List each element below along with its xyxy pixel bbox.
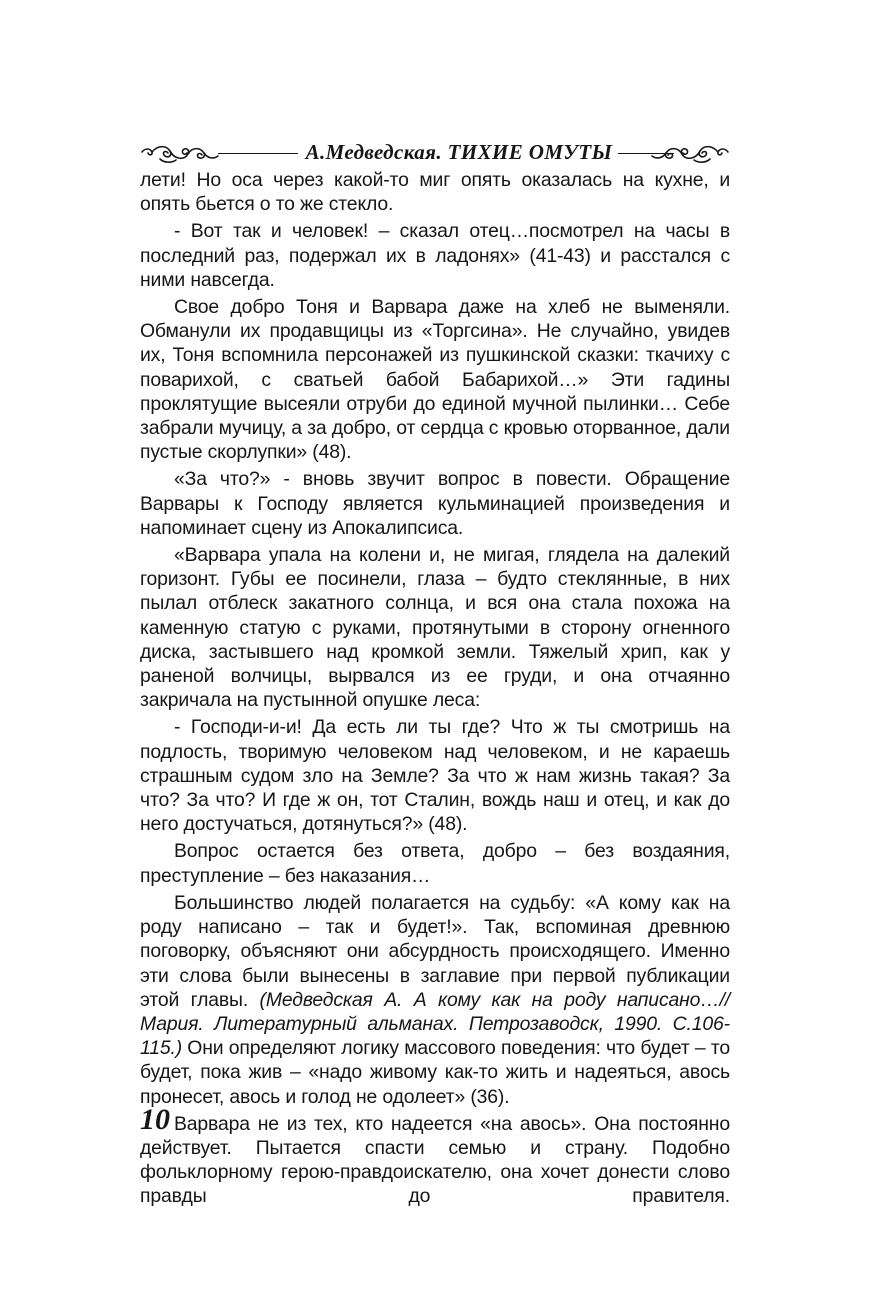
paragraph-4: «За что?» - вновь звучит вопрос в повести. Обращение Варвары к Господу является кульминацией произведения и напоминает сцену из Апокалипсиса. [140,468,730,539]
running-header [140,138,730,168]
paragraph-8 [140,891,730,1109]
page-number: 10 [140,1103,170,1136]
header-rule-left [218,153,298,154]
paragraph-7: Вопрос остается без ответа, добро – без воздаяния, преступление – без наказания… [140,840,730,887]
citation-italic: (Медведская А. А кому как на роду написано…// Мария. Литературный альманах. Петрозаводск, 1990. С.106-115.) [140,988,730,1060]
paragraph-8-continuation: Они определяют логику массового поведения: что будет – то будет, пока жив – «надо живому как-то жить и надеяться, авось пронесет, авось и голод не одолеет» (36). [140,1037,730,1108]
paragraph-2: - Вот так и человек! – сказал отец…посмотрел на часы в последний раз, подержал их в ладонях» (41-43) и расстался с ними навсегда. [140,220,730,291]
paragraph-8-text: Большинство людей полагается на судьбу: «А кому как на роду написано – так и будет!». Так, вспоминая древнюю поговорку, объясняют они абсурдность происходящего. Именно эти слова были вынесены в заглавие при первой публикации этой главы. [140,891,730,1011]
header-title: А.Медведская. ТИХИЕ ОМУТЫ [305,140,613,164]
paragraph-3: Свое добро Тоня и Варвара даже на хлеб не выменяли. Обманули их продавщицы из «Торгсина». Не случайно, увидев их, Тоня вспомнила персонажей из пушкинской сказки: ткачиху с поварихой, с сватьей бабой Бабарихой…» Эти гадины проклятущие высеяли отруби до единой мучной пылинки… Себе забрали мучицу, а за добро, от сердца с кровью оторванное, дали пустые скорлупки» (48). [140,296,730,464]
scroll-ornament-left-icon [140,141,220,167]
paragraph-6: - Господи-и-и! Да есть ли ты где? Что ж ты смотришь на подлость, творимую человеком над человеком, и не караешь страшным судом зло на Земле? За что ж нам жизнь такая? За что? За что? И где ж он, тот Сталин, вождь наш и отец, и как до него достучаться, дотянуться?» (48). [140,716,730,836]
paragraph-5: «Варвара упала на колени и, не мигая, глядела на далекий горизонт. Губы ее посинели, глаза – будто стеклянные, в них пылал отблеск закатного солнца, и вся она стала похожа на каменную статую с руками, протянутыми в сторону огненного диска, застывшего над кромкой земли. Тяжелый хрип, как у раненой волчицы, вырвался из ее груди, и она отчаянно закричала на пустынной опушке леса: [140,544,730,712]
paragraph-1: лети! Но оса через какой-то миг опять оказалась на кухне, и опять бьется о то же стекло. [140,169,730,216]
paragraph-9: Варвара не из тех, кто надеется «на авось». Она постоянно действует. Пытается спасти семью и страну. Подобно фольклорному герою-правдоискателю, она хочет донести слово правды до правителя. [140,1112,730,1208]
body-text [140,168,730,1209]
scroll-ornament-right-icon [650,141,730,167]
